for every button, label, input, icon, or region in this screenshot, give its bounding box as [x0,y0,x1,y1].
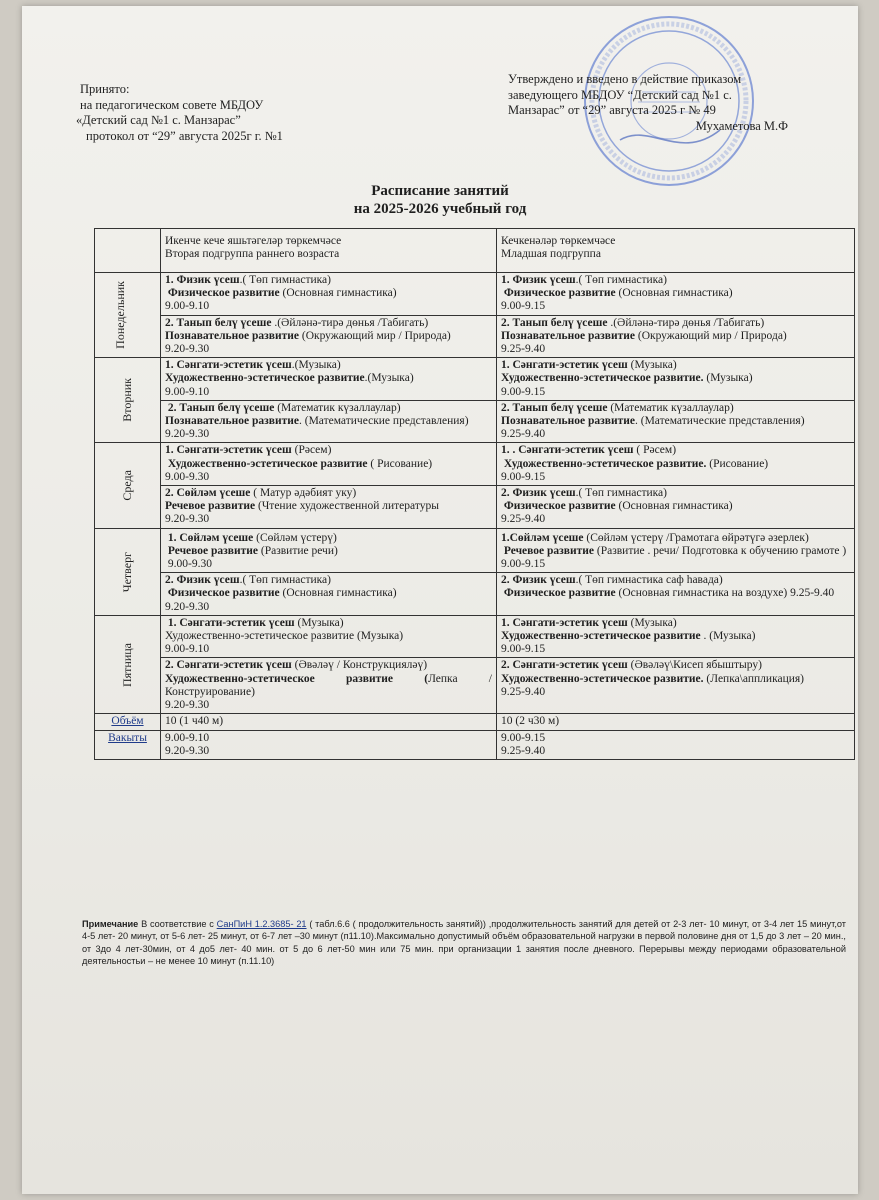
volume-label: Объём [95,714,161,730]
lesson-cell: 1. Сәнгати-эстетик үсеш (Рәсем) Художественно-эстетическое развитие ( Рисование) 9.00-9.30 [161,443,497,486]
approval-line: Принято: [80,82,130,96]
day-thursday: Четверг [95,528,161,615]
approved-line: Манзарас” от “29” августа 2025 г № 49 [508,103,716,117]
lesson-cell: 2. Танып белү үсеше .(Әйләнә-тирә дөнья /Табигать) Познавательное развитие (Окружающий мир / Природа) 9.25-9.40 [497,315,855,358]
table-row [95,573,855,616]
title-line: Расписание занятий [371,183,509,199]
lesson-cell: 1. Сәнгати-эстетик үсеш.(Музыка) Художественно-эстетическое развитие.(Музыка) 9.00-9.10 [161,358,497,401]
lesson-cell: 1. Сәнгати-эстетик үсеш (Музыка) Художественно-эстетическое развитие. (Музыка) 9.00-9.15 [497,358,855,401]
day-wednesday: Среда [95,443,161,528]
approved-line: Утверждено и введено в действие приказом [508,72,742,86]
table-header-row [95,229,855,273]
signer-name: Мухаметова М.Ф [695,118,788,133]
lesson-cell: 2. Сөйләм үсеше ( Матур әдәбият уку) Речевое развитие (Чтение художественной литературы 9.20-9.30 [161,486,497,529]
volume-cell: 10 (1 ч40 м) [161,714,497,730]
lesson-cell: 1. Сәнгати-эстетик үсеш (Музыка) Художественно-эстетическое развитие . (Музыка) 9.00-9.15 [497,615,855,658]
table-row [95,658,855,714]
times-cell: 9.00-9.15 9.25-9.40 [497,730,855,759]
table-row [95,730,855,759]
lesson-cell: 1. Сөйләм үсеше (Сөйләм үстерү) Речевое развитие (Развитие речи) 9.00-9.30 [161,528,497,573]
table-row [95,528,855,573]
lesson-cell: 1.Сөйләм үсеше (Сөйләм үстерү /Грамотага өйрәтүгә әзерлек) Речевое развитие (Развитие . речи/ Подготовка к обучению грамоте ) 9.00-9.15 [497,528,855,573]
day-friday: Пятница [95,615,161,713]
table-row [95,273,855,316]
day-tuesday: Вторник [95,358,161,443]
lesson-cell: 2. Сәнгати-эстетик үсеш (Әвәләү\Кисеп ябыштыру) Художественно-эстетическое развитие. (Лепка\аппликация) 9.25-9.40 [497,658,855,714]
group2-header: Кечкенәләр төркемчәсе Младшая подгруппа [497,229,855,273]
table-row [95,443,855,486]
lesson-cell: 2. Физик үсеш.( Төп гимнастика) Физическое развитие (Основная гимнастика) 9.25-9.40 [497,486,855,529]
title-line: на 2025-2026 учебный год [353,201,527,217]
approved-line: заведующего МБДОУ “Детский сад №1 с. [508,87,732,102]
approval-line: протокол от “29” августа 2025г г. №1 [86,128,283,143]
table-row [95,486,855,529]
day-monday: Понедельник [95,273,161,358]
page-title [22,182,858,218]
lesson-cell: 2. Танып белү үсеше (Математик күзаллаулар) Познавательное развитие. (Математические представления) 9.25-9.40 [497,400,855,443]
lesson-cell: 2. Танып белү үсеше .(Әйләнә-тирә дөнья /Табигать) Познавательное развитие (Окружающий мир / Природа) 9.20-9.30 [161,315,497,358]
table-row [95,400,855,443]
lesson-cell: 1. Сәнгати-эстетик үсеш (Музыка) Художественно-эстетическое развитие (Музыка) 9.00-9.10 [161,615,497,658]
approval-line: «Детский сад №1 с. Манзарас” [76,113,241,127]
sanpin-reference: СанПиН 1.2.3685- 21 [216,919,307,929]
approval-line: на педагогическом совете МБДОУ [80,97,264,112]
table-row [95,615,855,658]
lesson-cell: 1. Физик үсеш.( Төп гимнастика) Физическое развитие (Основная гимнастика) 9.00-9.15 [497,273,855,316]
lesson-cell: 2. Танып белү үсеше (Математик күзаллаулар) Познавательное развитие. (Математические представления) 9.20-9.30 [161,400,497,443]
lesson-cell: 2. Физик үсеш.( Төп гимнастика саф һавада) Физическое развитие (Основная гимнастика на воздухе) 9.25-9.40 [497,573,855,616]
times-cell: 9.00-9.10 9.20-9.30 [161,730,497,759]
note-paragraph: Примечание В соответствие с СанПиН 1.2.3685- 21 ( табл.6.6 ( продолжительность занятий)) ,продолжительность занятий для детей от 2-3 лет- 10 минут, от 3-4 лет 15 минут,от 4-5 лет- 20 минут, от 5-6 лет- 25 минут, от 6-7 лет –30 минут (п11.10).Максимально допустимый объём образовательной нагрузки в первой половине дня от 1,5 до 3 лет – 20 мин., от 3до 4 лет-30мин, от 4 до5 лет- 40 мин. от 5 до 6 лет-50 мин или 75 мин. при организации 1 занятия после дневного. Перерывы между периодами образовательной деятельностьи – не менее 10 минут (п.11.10) [82,919,846,967]
lesson-cell: 2. Сәнгати-эстетик үсеш (Әвәләү / Конструкцияләү) Художественно-эстетическое развитие (Лепка / Конструирование) 9.20-9.30 [161,658,497,714]
document-page [22,6,858,1194]
approval-block [76,82,283,144]
lesson-cell: 1. . Сәнгати-эстетик үсеш ( Рәсем) Художественно-эстетическое развитие. (Рисование) 9.00-9.15 [497,443,855,486]
note-label: Примечание [82,919,139,929]
table-row [95,714,855,730]
volume-cell: 10 (2 ч30 м) [497,714,855,730]
group1-header: Икенче кече яшьтәгеләр төркемчәсе Вторая подгруппа раннего возраста [161,229,497,273]
corner-cell [95,229,161,273]
lesson-cell: 1. Физик үсеш.( Төп гимнастика) Физическое развитие (Основная гимнастика) 9.00-9.10 [161,273,497,316]
approved-by-block [508,72,828,134]
schedule-table [94,228,855,760]
table-row [95,358,855,401]
times-label: Вакыты [95,730,161,759]
lesson-cell: 2. Физик үсеш.( Төп гимнастика) Физическое развитие (Основная гимнастика) 9.20-9.30 [161,573,497,616]
table-row [95,315,855,358]
